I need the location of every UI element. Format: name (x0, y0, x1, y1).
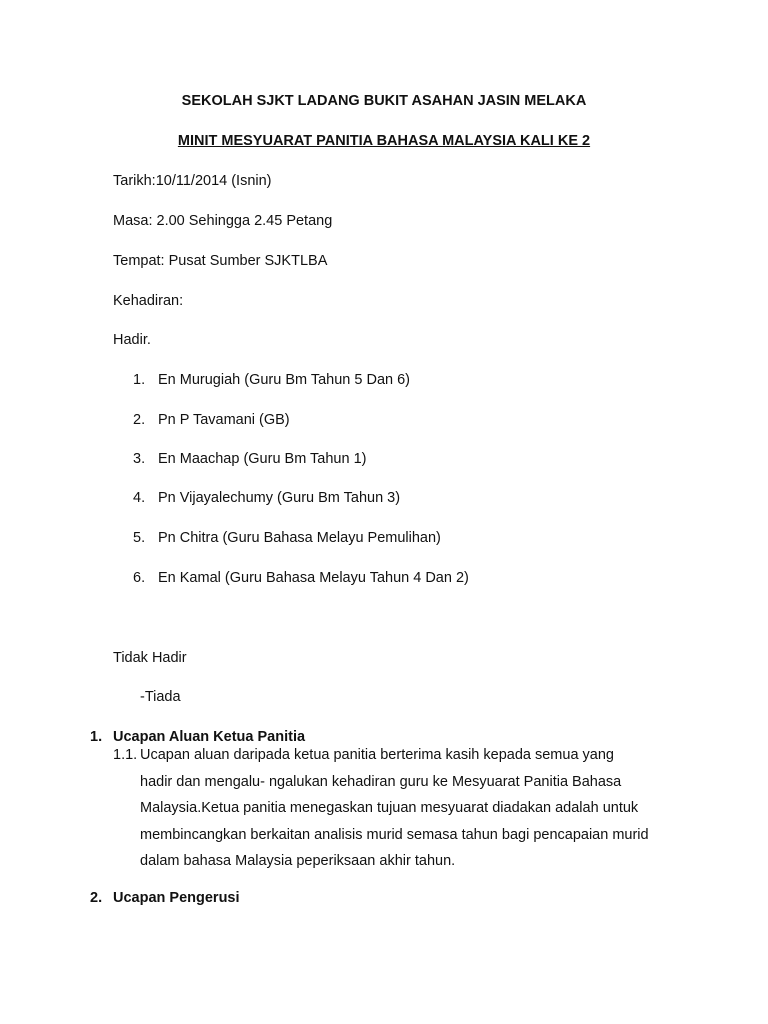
school-heading: SEKOLAH SJKT LADANG BUKIT ASAHAN JASIN MELAKA (181, 93, 587, 109)
meeting-date: Tarikh:10/11/2014 (Isnin) (113, 173, 272, 189)
list-item-number: 4. (133, 490, 146, 506)
meeting-place: Tempat: Pusat Sumber SJKTLBA (113, 253, 328, 269)
list-item-number: 6. (133, 570, 146, 586)
list-item-number: 5. (133, 530, 146, 546)
list-item: Pn Vijayalechumy (Guru Bm Tahun 3) (158, 490, 401, 506)
absent-label: Tidak Hadir (113, 650, 187, 666)
present-label: Hadir. (113, 332, 151, 348)
section-title: Ucapan Pengerusi (113, 890, 240, 906)
paragraph-line: hadir dan mengalu- ngalukan kehadiran guru ke Mesyuarat Panitia Bahasa (140, 774, 622, 790)
section-number: 2. (90, 890, 103, 906)
paragraph-line: membincangkan berkaitan analisis murid semasa tahun bagi pencapaian murid (140, 827, 649, 843)
list-item: En Kamal (Guru Bahasa Melayu Tahun 4 Dan 2) (158, 570, 469, 586)
section-title: Ucapan Aluan Ketua Panitia (113, 729, 306, 745)
paragraph-line: Malaysia.Ketua panitia menegaskan tujuan mesyuarat diadakan adalah untuk (140, 800, 639, 816)
absent-value: -Tiada (140, 689, 181, 705)
attendance-label: Kehadiran: (113, 293, 184, 309)
minutes-title: MINIT MESYUARAT PANITIA BAHASA MALAYSIA KALI KE 2 (177, 133, 591, 149)
list-item: Pn P Tavamani (GB) (158, 412, 290, 428)
paragraph-line: dalam bahasa Malaysia peperiksaan akhir tahun. (140, 853, 456, 869)
paragraph-line: Ucapan aluan daripada ketua panitia berterima kasih kepada semua yang (140, 747, 614, 763)
list-item-number: 3. (133, 451, 146, 467)
meeting-time: Masa: 2.00 Sehingga 2.45 Petang (113, 213, 333, 229)
list-item: En Maachap (Guru Bm Tahun 1) (158, 451, 367, 467)
list-item-number: 1. (133, 372, 146, 388)
list-item-number: 2. (133, 412, 146, 428)
list-item: En Murugiah (Guru Bm Tahun 5 Dan 6) (158, 372, 411, 388)
list-item: Pn Chitra (Guru Bahasa Melayu Pemulihan) (158, 530, 441, 546)
section-number: 1. (90, 729, 103, 745)
subsection-number: 1.1. (113, 747, 138, 763)
